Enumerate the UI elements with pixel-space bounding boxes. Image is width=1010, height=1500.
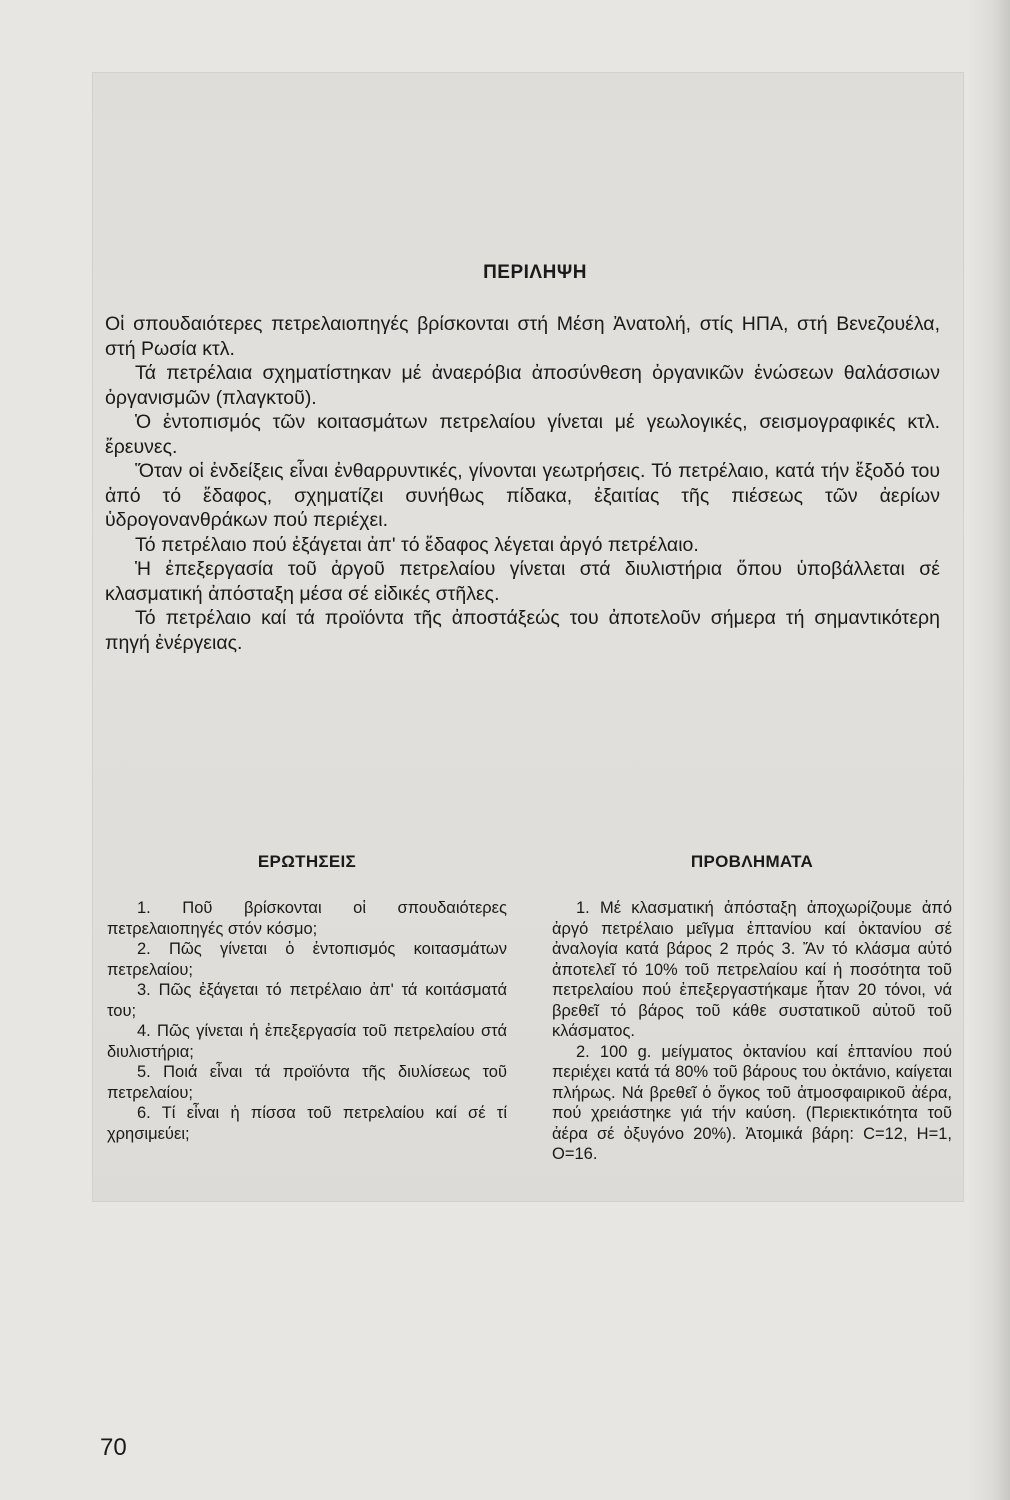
question-item: 2. Πῶς γίνεται ὁ ἐντοπισμός κοιτασμάτων πετρελαίου; xyxy=(107,940,507,979)
summary-heading: ΠΕΡΙΛΗΨΗ xyxy=(483,262,587,283)
question-item: 6. Τί εἶναι ἡ πίσσα τοῦ πετρελαίου καί σέ τί χρησιμεύει; xyxy=(107,1104,507,1143)
question-item: 3. Πῶς ἐξάγεται τό πετρέλαιο ἀπ' τά κοιτάσματά του; xyxy=(107,981,507,1020)
summary-paragraph: Ἡ ἐπεξεργασία τοῦ ἀργοῦ πετρελαίου γίνεται στά διυλιστήρια ὅπου ὑποβάλλεται σέ κλασματική ἀπόσταξη μέσα σέ εἰδικές στῆλες. xyxy=(105,558,940,605)
summary-paragraph: Ὅταν οἱ ἐνδείξεις εἶναι ἐνθαρρυντικές, γίνονται γεωτρήσεις. Τό πετρέλαιο, κατά τήν ἔξοδό του ἀπό τό ἔδαφος, σχηματίζει συνήθως πίδακα, ἐξαιτίας τῆς πιέσεως τῶν ἀερίων ὑδρογονανθράκων πού περιέχει. xyxy=(105,460,940,531)
problem-item: 2. 100 g. μείγματος ὀκτανίου καί ἑπτανίου πού περιέχει κατά τά 80% τοῦ βάρους του ὀκτάνιο, καίγεται πλήρως. Νά βρεθεῖ ὁ ὄγκος τοῦ ἀτμοσφαιρικοῦ ἀέρα, πού χρειάστηκε γιά τήν καύση. (Περιεκτικότητα τοῦ ἀέρα σέ ὀξυγόνο 20%). Ἀτομικά βάρη: C=12, H=1, O=16. xyxy=(552,1042,952,1163)
problem-item: 1. Μέ κλασματική ἀπόσταξη ἀποχωρίζουμε ἀπό ἀργό πετρέλαιο μεῖγμα ἑπτανίου καί ὀκτανίου σέ ἀναλογία κατά βάρος 2 πρός 3. Ἄν τό κλάσμα αὐτό ἀποτελεῖ τό 10% τοῦ πετρελαίου καί ἡ ποσότητα τοῦ πετρελαίου πού ἐπεξεργαστήκαμε ἦταν 20 τόνοι, νά βρεθεῖ τό βάρος τοῦ κάθε συστατικοῦ αὐτοῦ τοῦ κλάσματος. xyxy=(552,899,952,1040)
page-edge-shadow xyxy=(968,0,1010,1500)
summary-paragraph: Τά πετρέλαια σχηματίστηκαν μέ ἀναερόβια ἀποσύνθεση ὀργανικῶν ἑνώσεων θαλάσσιων ὀργανισμῶν (πλαγκτοῦ). xyxy=(105,362,940,409)
questions-list xyxy=(107,898,507,1144)
summary-paragraph: Τό πετρέλαιο καί τά προϊόντα τῆς ἀποστάξεώς του ἀποτελοῦν σήμερα τή σημαντικότερη πηγή ἐνέργειας. xyxy=(105,607,940,654)
problems-list xyxy=(552,898,952,1165)
summary-paragraph: Οἱ σπουδαιότερες πετρελαιοπηγές βρίσκονται στή Μέση Ἀνατολή, στίς ΗΠΑ, στή Βενεζουέλα, στή Ρωσία κτλ. xyxy=(105,313,940,360)
summary-paragraph: Τό πετρέλαιο πού ἐξάγεται ἀπ' τό ἔδαφος λέγεται ἀργό πετρέλαιο. xyxy=(135,533,699,556)
questions-heading: ΕΡΩΤΗΣΕΙΣ xyxy=(257,852,357,871)
question-item: 5. Ποιά εἶναι τά προϊόντα τῆς διυλίσεως τοῦ πετρελαίου; xyxy=(107,1063,507,1102)
question-item: 1. Ποῦ βρίσκονται οἱ σπουδαιότερες πετρελαιοπηγές στόν κόσμο; xyxy=(107,899,507,938)
problems-heading: ΠΡΟΒΛΗΜΑΤΑ xyxy=(690,852,814,871)
summary-section xyxy=(105,312,940,655)
summary-paragraph: Ὁ ἐντοπισμός τῶν κοιτασμάτων πετρελαίου γίνεται μέ γεωλογικές, σεισμογραφικές κτλ. ἔρευνες. xyxy=(105,411,940,458)
page-number: 70 xyxy=(100,1434,127,1461)
question-item: 4. Πῶς γίνεται ἡ ἐπεξεργασία τοῦ πετρελαίου στά διυλιστήρια; xyxy=(107,1022,507,1061)
